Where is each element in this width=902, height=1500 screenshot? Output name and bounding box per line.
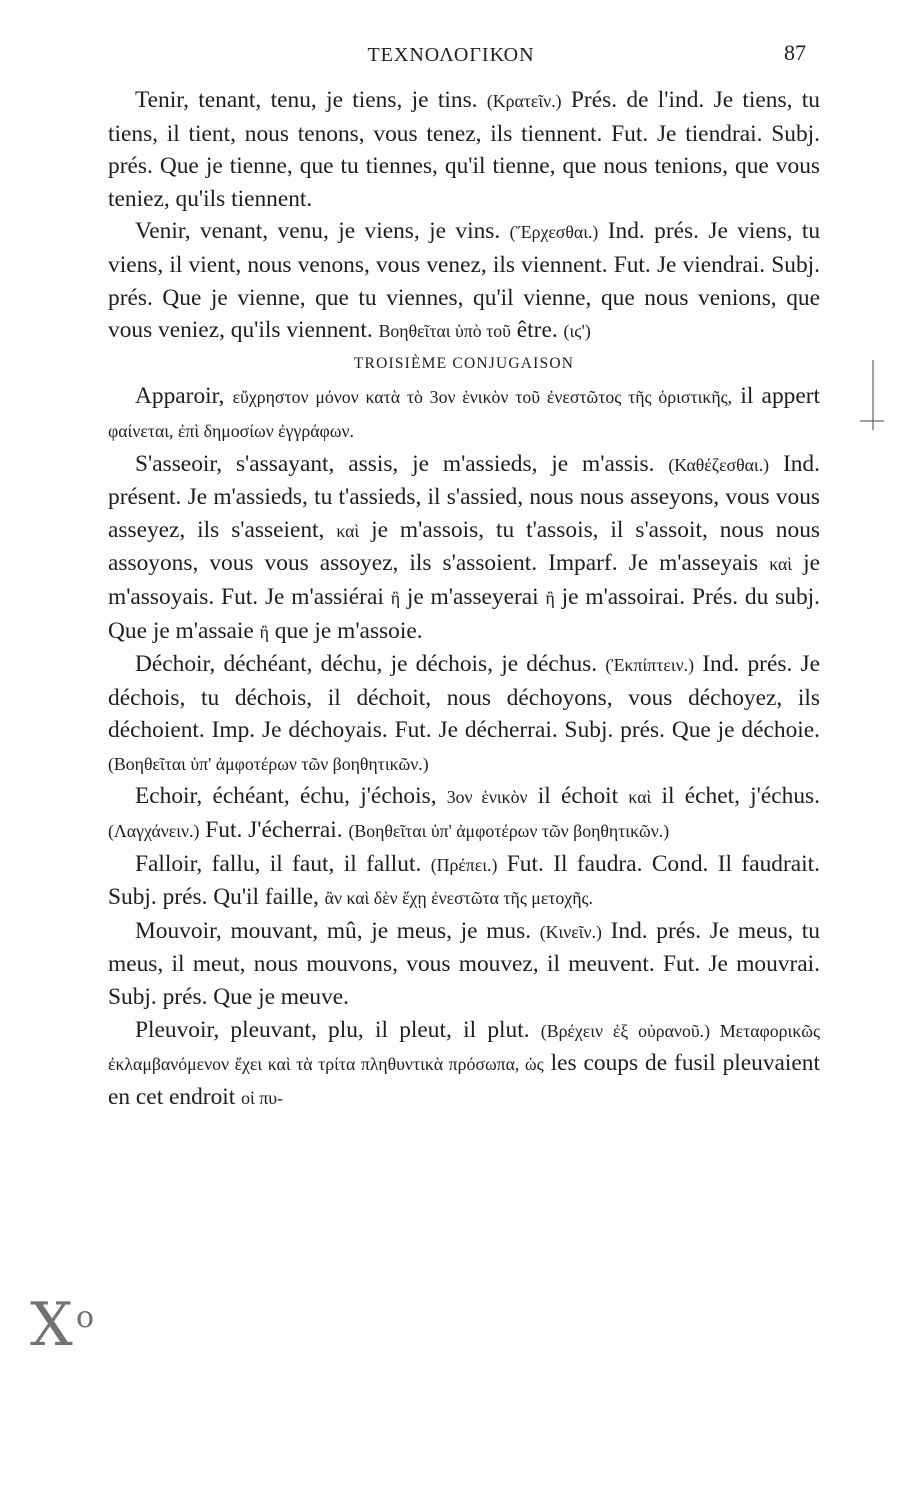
paragraph-tenir [108, 84, 820, 215]
greek-text: (Ἐκπίπτειν.) [605, 655, 694, 676]
paragraph-pleuvoir [108, 1014, 820, 1115]
greek-text: φαίνεται, ἐπὶ δημοσίων ἐγγράφων. [108, 420, 354, 441]
french-text: Ind. prés. Je meus, tu meus, il meut, nous mouvons, vous mouvez, il meuvent. Fut. Je mouvrai. Subj. prés. Que je meuve. [108, 917, 820, 1011]
margin-pencil-mark: ο [76, 1300, 95, 1335]
greek-text: (ιϛ') [563, 321, 591, 342]
french-text: Ind. prés. Je déchois, tu déchois, il déchoit, nous déchoyons, vous déchoyez, ils déchoient. Imp. Je déchoyais. Fut. Je décherrai. Subj. prés. Que je déchoie. [108, 651, 821, 744]
french-text: Tenir, tenant, tenu, je tiens, je tins. [135, 87, 487, 113]
french-text: Pleuvoir, pleuvant, plu, il pleut, il plut. [135, 1016, 541, 1043]
paragraph-mouvoir [108, 915, 820, 1014]
greek-text: (Καθέζεσθαι.) [668, 454, 770, 475]
greek-text: ἂν καὶ δὲν ἔχῃ ἐνεστῶτα τῆς μετοχῆς. [324, 888, 593, 909]
greek-text: ἢ [390, 587, 400, 608]
greek-text: (Βοηθεῖται ὑπ' ἀμφοτέρων τῶν βοηθητικῶν.) [348, 821, 670, 842]
french-text: je m'assois, tu t'assois, il s'assoit, nous nous assoyons, vous vous assoyez, ils s'assoient. Imparf. Je m'asseyais [108, 516, 820, 577]
greek-text: (Βρέχειν ἐξ οὐρανοῦ.) Μεταφορικῶς ἐκλαμβανόμενον ἔχει καὶ τὰ τρίτα πληθυντικὰ πρόσωπα, ὡς [108, 1020, 820, 1075]
greek-text: εὔχρηστον μόνον κατὰ τὸ 3ον ἑνικὸν τοῦ ἐνεστῶτος τῆς ὁριστικῆς, [232, 387, 733, 408]
greek-text: καὶ [336, 520, 360, 541]
paragraph-apparoir [108, 380, 820, 447]
french-text: que je m'assoie. [268, 617, 423, 644]
greek-text: καὶ [769, 554, 793, 575]
greek-text: ἢ [545, 587, 555, 608]
greek-text: καὶ [628, 787, 652, 808]
greek-text: (Βοηθεῖται ὑπ' ἀμφοτέρων τῶν βοηθητικῶν.) [108, 753, 429, 774]
french-text: S'asseoir, s'assayant, assis, je m'assieds, je m'assis. [135, 450, 669, 477]
margin-cross-mark: Χ [30, 1290, 73, 1360]
greek-text: (Κινεῖν.) [539, 921, 602, 942]
paragraph-echoir [108, 780, 820, 847]
french-text: Ind. prés. Je viens, tu viens, il vient, nous venons, vous venez, ils viennent. Fut. Je viendrai. Subj. prés. Que je vienne, que tu viennes, qu'il vienne, que nous venions, que vous veniez, qu'ils viennent. [108, 218, 821, 344]
paragraph-dechoir [108, 648, 820, 780]
paragraph-sasseoir [108, 448, 820, 649]
running-head [0, 40, 902, 74]
paragraph-falloir [108, 848, 820, 915]
page-number: 87 [784, 40, 806, 65]
greek-text: (Ἔρχεσθαι.) [509, 222, 599, 243]
french-text: Prés. de l'ind. Je tiens, tu tiens, il tient, nous tenons, vous tenez, ils tiennent. Fut. Je tiendrai. Subj. prés. Que je tienne, que tu tiennes, qu'il tienne, que nous tenions, que vous teniez, qu'ils tiennent. [108, 87, 820, 212]
section-heading: TROISIÈME CONJUGAISON [353, 354, 575, 372]
french-text: Mouvoir, mouvant, mû, je meus, je mus. [135, 917, 540, 944]
french-text: je m'asseyerai [399, 583, 546, 610]
french-text: il appert [732, 383, 820, 410]
greek-text: Βοηθεῖται ὑπὸ τοῦ [378, 321, 511, 342]
greek-text: (Λαγχάνειν.) [108, 821, 200, 842]
french-text: Fut. Il faudra. Cond. Il faudrait. Subj. prés. Qu'il faille, [108, 850, 821, 911]
paragraph-venir [108, 215, 820, 347]
french-text: Apparoir, [135, 383, 233, 410]
greek-text: (Κρατεῖν.) [486, 91, 562, 111]
french-text: Echoir, échéant, échu, j'échois, [135, 783, 447, 810]
french-text: il échet, j'échus. [651, 783, 820, 810]
greek-text: 3ον ἑνικὸν [446, 787, 528, 808]
french-text: je m'assoyais. Fut. Je m'assiérai [108, 550, 820, 610]
french-text: je m'assoirai. Prés. du subj. Que je m'assaie [108, 583, 820, 644]
french-text: les coups de fusil pleuvaient en cet endroit [108, 1050, 820, 1110]
french-text: Venir, venant, venu, je viens, je vins. [135, 218, 510, 245]
french-text: Ind. présent. Je m'assieds, tu t'assieds, il s'assied, nous nous asseyons, vous vous asseyez, ils s'asseient, [108, 450, 820, 543]
french-text: Déchoir, déchéant, déchu, je déchois, je déchus. [135, 651, 606, 678]
greek-text: (Πρέπει.) [430, 854, 498, 875]
french-text: il échoit [527, 783, 629, 810]
page-body [108, 84, 820, 1114]
greek-text: ἢ [259, 621, 269, 642]
french-text: Falloir, fallu, il faut, il fallut. [135, 850, 431, 877]
french-text: Fut. J'écherrai. [199, 817, 349, 844]
margin-line-right-lower [860, 420, 884, 422]
running-head-title: ΤΕΧΝΟΛΟΓΙΚΟΝ [367, 44, 535, 66]
greek-text: οἱ πυ- [241, 1087, 283, 1108]
french-text: être. [510, 317, 564, 344]
